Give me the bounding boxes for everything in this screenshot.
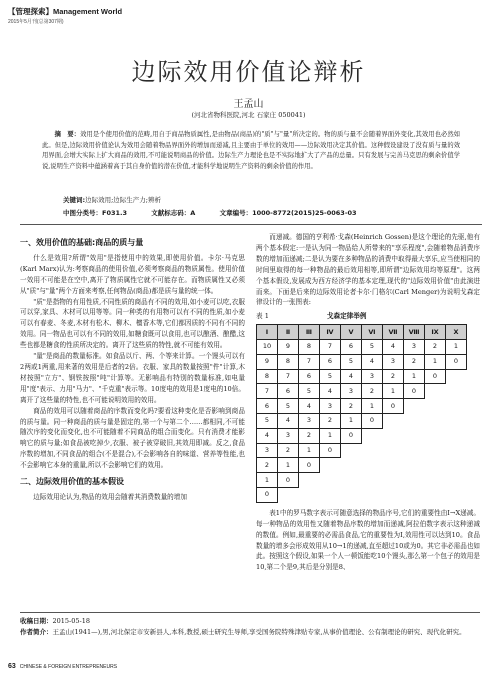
right-column [256,232,480,573]
table-cell: 0 [425,369,446,384]
footer-journal-name: CHINESE & FOREIGN ENTREPRENEURS [19,664,118,670]
table-cell: 1 [446,340,467,355]
table-cell: 0 [446,354,467,369]
table-header-cell: Ⅵ [362,325,383,340]
table-cell: 1 [425,354,446,369]
table-cell: 1 [299,443,320,458]
table-cell [425,488,446,503]
section-heading-2: 二、边际效用价值的基本假设 [20,477,124,487]
table-cell [362,473,383,488]
table-cell [446,369,467,384]
table-cell [341,473,362,488]
paper-title: 边际效用价值论辩析 [131,58,366,86]
table-header-cell: Ⅱ [278,325,299,340]
table-cell: 1 [404,369,425,384]
table-cell [446,384,467,399]
page-footer [8,663,117,670]
table-cell [362,428,383,443]
table-cell: 0 [362,414,383,429]
table-cell [383,414,404,429]
table-cell [425,384,446,399]
table-row [257,369,467,384]
table-cell [404,428,425,443]
abstract-text: 效用是个使用价值的范畴,用自于商品物质属性,是由物品(商品)的"质"与"量"所决定的。物的质与量不会随着界面外变化,其效用也必然如此。但是,边际效用价值论认为效用会随着物品界面外的增加而递减,且主要由于单位的效用——边际效用决定其价值。这种假设建设了没有质与量的效用界面,会增大实际上扩大商品的效用,不可能说明商品的价值。边际生产力理论也是不实际地扩大了产品的总量。只有发展与完善马克思的剩余价值学说,说明生产资料中蕴涵着高于其自身价值的潜在价值,才能科学地说明生产资料的剩余价值的作用。 [42,131,461,170]
table-cell [446,399,467,414]
table-cell [446,443,467,458]
table-cell [404,473,425,488]
author-affiliation: (河北省物科医院,河北 石家庄 050041) [191,111,306,119]
table-cell: 5 [341,354,362,369]
table-cell [341,443,362,458]
table-title: 戈森定律举例 [326,312,367,321]
table-cell: 8 [257,369,278,384]
paragraph: 而递减。德国的亨利希·戈森(Heinrich Gossen)是这个理论的先驱,他有两个基本假定:一是认为同一物品给人所带来的"享乐程度",会随着物品消费序数的增加而递减;二是认为要在多种物品的消费中取得最大享乐,应当使相同的时间里取得的每一种物品的最后效用相等,即所谓"边际效用均等原理"。这两个基本假设,发展成为西方经济学的基本定理,现代的"边际效用价值"由此演进而来。下面是后来的边际效用论者卡尔·门格尔(Carl Menger)为说明戈森定律设计的一张图表: [256,233,480,307]
left-column [20,232,245,503]
table-cell [320,488,341,503]
table-cell: 2 [299,428,320,443]
table-cell: 4 [257,428,278,443]
paragraph: 商品的效用可以随着商品的序数而变化吗?要看这种变化是否影响到商品的质与量。同一种商品的质与量是固定的,第一个与第二个……都相同,不可能随次序的变化而变化,也不可能随着不同商品的组合而变化。只有消费才能影响它的质与量;如食品被吃掉少,衣服、被子被穿破旧,其效用即减。反之,食品序数的增加,不同食品的组合(不是混合),不会影响各自的味道、营养等性能,也不会影响它本身的重量,所以不会影响它们的效用。 [20,406,245,470]
table-cell [362,458,383,473]
table-cell [320,473,341,488]
table-cell: 6 [341,340,362,355]
table-cell [341,458,362,473]
table-cell: 7 [299,354,320,369]
table-cell: 1 [341,414,362,429]
table-header-cell: Ⅳ [320,325,341,340]
received-label: 收稿日期： [20,617,53,625]
table-row [257,428,467,443]
table-cell: 0 [404,384,425,399]
table-header-cell: Ⅸ [425,325,446,340]
table-header-cell: Ⅲ [299,325,320,340]
table-cell: 3 [383,354,404,369]
table-cell [362,443,383,458]
author-bio: 王孟山(1941—),男,河北保定市安新县人,本科,教授,硕士研究生导师,享受国务院特殊津贴专家,从事价值理论、公有制理论的研究、现代化研究。 [52,627,466,636]
table-cell: 9 [278,340,299,355]
table-header-cell: Ⅰ [257,325,278,340]
table-cell [446,428,467,443]
table-row [257,443,467,458]
keywords-text: 边际效用;边际生产力;辨析 [85,196,161,204]
table-cell: 2 [404,354,425,369]
received-date: 2015-05-18 [52,617,90,625]
paragraph: 什么是效用?所谓"效用"是指使用中的效果,即使用价值。卡尔·马克思(Karl Marx)认为:考察商品的使用价值,必须考察商品的物质属性。使用价值一效用不可能是在空中,离开了物质属性它就不可能存在。而物质属性又必须从"质"与"量"两个方面来考察,任何物品(商品)都是质与量的统一体。 [20,253,245,295]
table-cell: 6 [278,384,299,399]
author-bio-line [20,627,480,638]
table-cell: 1 [278,458,299,473]
table-cell [446,458,467,473]
table-row [257,354,467,369]
table-cell [404,399,425,414]
table-cell [446,414,467,429]
received-line [20,616,480,627]
table-cell: 0 [341,428,362,443]
journal-header [8,6,122,25]
table-cell: 0 [299,458,320,473]
table-cell [404,458,425,473]
table-cell [383,488,404,503]
abstract-label: 摘 要： [54,131,81,138]
table-cell [446,488,467,503]
table-cell: 0 [278,473,299,488]
table-cell: 1 [257,473,278,488]
table-cell [383,428,404,443]
gossen-table [256,324,467,503]
table-cell [425,428,446,443]
table-cell: 4 [341,369,362,384]
table-label: 表 1 [256,312,269,321]
table-cell: 7 [320,340,341,355]
table-cell: 3 [257,443,278,458]
table-cell: 10 [257,340,278,355]
table-cell [425,473,446,488]
table-cell: 2 [320,414,341,429]
table-cell: 2 [383,369,404,384]
journal-issue: 2015年5月刊(总第307期) [8,19,64,25]
keywords [63,195,161,204]
table-cell: 2 [257,458,278,473]
table-cell: 4 [320,384,341,399]
table-cell: 4 [299,399,320,414]
document-code: 文献标志码：A [151,209,196,217]
table-cell: 1 [320,428,341,443]
table-cell [278,488,299,503]
keywords-label: 关键词: [63,196,86,204]
article-number: 文章编号：1000-8772(2015)25-0063-03 [219,209,357,217]
table-header-cell: Ⅶ [383,325,404,340]
table-header-cell: Ⅴ [341,325,362,340]
table-cell: 0 [383,399,404,414]
table-header-cell: Ⅹ [446,325,467,340]
table-cell [320,458,341,473]
table-row [257,458,467,473]
table-row [257,414,467,429]
footnote [20,612,480,637]
table-cell: 5 [299,384,320,399]
table-cell: 2 [278,443,299,458]
table-cell: 5 [320,369,341,384]
table-cell: 4 [362,354,383,369]
table-cell [299,488,320,503]
table-cell [404,414,425,429]
table-cell [341,488,362,503]
table-cell [446,473,467,488]
table-cell: 6 [257,399,278,414]
table-cell: 2 [362,384,383,399]
table-cell [425,399,446,414]
header-divider [20,224,482,225]
table-cell: 8 [278,354,299,369]
table-row [257,473,467,488]
table-cell: 0 [320,443,341,458]
table-cell: 7 [278,369,299,384]
table-cell: 4 [383,340,404,355]
table-cell: 8 [299,340,320,355]
section-heading-1: 一、效用价值的基础:商品的质与量 [20,238,144,247]
table-header-row [257,325,467,340]
table-cell [425,443,446,458]
table-cell: 3 [278,428,299,443]
table-cell [383,473,404,488]
table-cell: 1 [383,384,404,399]
table-cell: 2 [425,340,446,355]
table-header-cell: Ⅷ [404,325,425,340]
table-row [257,384,467,399]
table-cell: 3 [341,384,362,399]
table-row [257,399,467,414]
table-cell: 3 [404,340,425,355]
clc-number: 中图分类号：F031.3 [63,209,128,217]
table-cell [425,458,446,473]
table-cell [404,443,425,458]
table-cell [362,488,383,503]
table-cell: 5 [362,340,383,355]
table-cell: 1 [362,399,383,414]
author-bio-label: 作者简介： [20,627,53,636]
table-cell: 4 [278,414,299,429]
page-number: 63 [8,663,16,670]
paragraph: 表1中的罗马数字表示可随意选择的物品序号,它们的重要性由Ⅰ→Ⅹ递减。每一种物品的效用性又随着物品序数的增加而递减,阿拉伯数字表示这种递减的数值。例如,最重要的必需品食品,它的重要性为Ⅰ,效用性可以达到10。食品数量的增多会形成效用从10→1的递减,直至超过10或为0。其它非必需品也如此。按照这个假设,如果一个人一顿饭能吃10个馒头,那么第一个包子的效用是10,第二个是9,其后是分别是8、 [256,508,481,572]
table-cell [383,458,404,473]
table-caption [256,311,480,322]
table-cell [383,443,404,458]
author-name: 王孟山 [233,99,264,110]
table-cell: 2 [341,399,362,414]
classification-line [63,208,379,217]
table-cell [404,488,425,503]
table-cell: 3 [299,414,320,429]
table-cell: 7 [257,384,278,399]
table-row [257,340,467,355]
table-cell: 5 [257,414,278,429]
table-cell: 0 [257,488,278,503]
table-cell: 5 [278,399,299,414]
abstract [42,130,460,172]
table-cell: 6 [299,369,320,384]
paragraph: "质"是指物的有用性质,不同性质的商品有不同的效用,如小麦可以吃,衣服可以穿,家具、木材可以用等等。同一种类的有用物可以有不同的性质,如小麦可以有春麦、冬麦,木材有松木、柳木、檀香木等,它们都因质的不同有不同的效用。同一物品也可以有不同的效用,如糖食既可以食用,也可以酿酒、酿醋,这些也都是糖食的性质所决定的。离开了这些质的特性,就不可能有效用。 [20,297,245,350]
table-cell: 3 [320,399,341,414]
table-cell: 6 [320,354,341,369]
table-cell [425,414,446,429]
paragraph: 边际效用论认为,物品的效用会随着其消费数量的增加 [33,492,187,501]
table-cell [299,473,320,488]
paragraph: "量"是商品的数量标准。如食品以斤、两、个等来计算。一个馒头可以有2两或1两重,用来著的效用是后者的2倍。衣服、家具的数量按照"件"计算,木材按照"立方"、钢铁按照"吨"计算等。无影响品有特别的数量标准,如电量用"度"表示、力用"马力"、"千克重"表示等。10度电的效用是1度电的10倍。离开了这些量的特性,也不可能说明效用的效用。 [20,352,245,404]
table-cell: 3 [362,369,383,384]
table-cell: 9 [257,354,278,369]
journal-name: 【管理探索】Management World [8,7,123,16]
table-row [257,488,467,503]
